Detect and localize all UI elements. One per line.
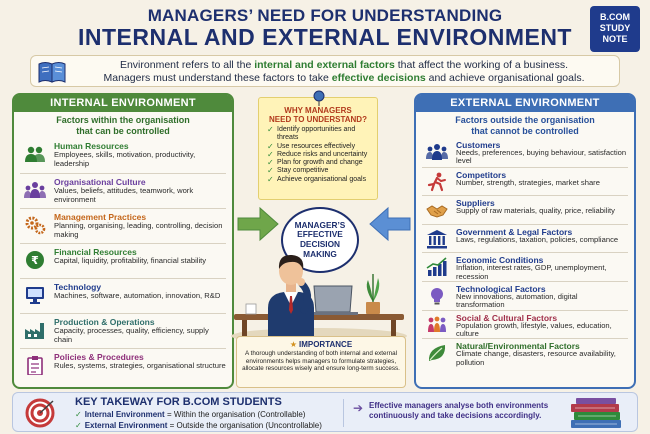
rupee-icon bbox=[24, 250, 46, 270]
external-factor-desc: New innovations, automation, digital transformation bbox=[456, 291, 578, 310]
external-factor-title: Government & Legal Factors bbox=[456, 226, 573, 237]
title-line-2: INTERNAL AND EXTERNAL ENVIRONMENT bbox=[78, 24, 572, 50]
manager-at-desk-illustration bbox=[226, 244, 412, 344]
monitor-icon bbox=[24, 285, 46, 305]
importance-title-text: IMPORTANCE bbox=[298, 340, 353, 349]
external-factor-desc: Number, strength, strategies, market share bbox=[456, 177, 600, 187]
internal-factor-desc: Values, beliefs, attitudes, teamwork, work environment bbox=[54, 186, 194, 204]
external-factor-title: Technological Factors bbox=[456, 283, 546, 294]
external-factor-title: Natural/Environmental Factors bbox=[456, 341, 580, 352]
internal-factor-title: Technology bbox=[54, 282, 102, 292]
external-factor-desc: Inflation, interest rates, GDP, unemployment, recession bbox=[456, 263, 607, 281]
takeaway-internal-rest: = Within the organisation (Controllable) bbox=[164, 410, 306, 419]
books-stack-icon bbox=[567, 396, 625, 430]
def-part-1: Environment refers to all the bbox=[119, 59, 255, 71]
def-part-3: that affect the working of a business. bbox=[394, 59, 569, 71]
def-highlight-decisions: effective decisions bbox=[331, 72, 426, 84]
government-icon bbox=[426, 229, 448, 249]
title-line-1: MANAGERS’ NEED FOR UNDERSTANDING bbox=[147, 6, 503, 25]
external-factor-item bbox=[422, 281, 628, 310]
internal-factor-item bbox=[20, 138, 226, 173]
internal-factor-desc: Planning, organising, leading, controlling, decision making bbox=[54, 221, 223, 239]
importance-text: A thorough understanding of both internal and external environments helps managers to formulate strategies, allocate resources wisely and ensure long-term success. bbox=[242, 350, 400, 373]
why-point bbox=[267, 126, 373, 143]
importance-box bbox=[236, 336, 406, 388]
internal-factor-item bbox=[20, 173, 226, 208]
external-factor-item bbox=[422, 195, 628, 224]
internal-heading: INTERNAL ENVIRONMENT bbox=[14, 95, 232, 112]
importance-title bbox=[237, 340, 405, 349]
why-point bbox=[267, 143, 373, 151]
definition-text bbox=[75, 59, 613, 85]
external-factor-title: Customers bbox=[456, 140, 501, 150]
clipboard-icon bbox=[24, 355, 46, 375]
external-items-list bbox=[422, 138, 628, 367]
gears-icon bbox=[24, 215, 46, 235]
handshake-icon bbox=[426, 200, 448, 220]
internal-factor-item bbox=[20, 208, 226, 243]
badge-line-3: NOTE bbox=[602, 34, 628, 44]
check-icon: ✓ bbox=[75, 410, 82, 419]
why-title-line-1: WHY MANAGERS bbox=[284, 106, 352, 115]
why-point-text: Stay competitive bbox=[277, 167, 329, 175]
internal-factor-desc: Rules, systems, strategies, organisational structure bbox=[54, 361, 226, 370]
why-point-text: Identify opportunities and threats bbox=[277, 126, 356, 142]
external-subtitle-line-2: that cannot be controlled bbox=[471, 126, 579, 136]
external-factor-desc: Population growth, lifestyle, values, education, culture bbox=[456, 320, 612, 338]
internal-items-list bbox=[20, 138, 226, 383]
why-point bbox=[267, 167, 373, 175]
internal-factor-item bbox=[20, 348, 226, 383]
study-note-badge bbox=[590, 6, 640, 52]
takeaway-internal bbox=[75, 410, 305, 419]
target-icon bbox=[25, 398, 55, 428]
why-point bbox=[267, 176, 373, 184]
takeaway-external-label: External Environment bbox=[84, 421, 168, 430]
internal-subtitle-line-1: Factors within the organisation bbox=[56, 115, 190, 125]
why-point bbox=[267, 151, 373, 159]
internal-environment-panel bbox=[12, 93, 234, 389]
open-book-icon bbox=[37, 59, 67, 85]
external-factor-item bbox=[422, 167, 628, 196]
key-takeaway-bar bbox=[12, 392, 638, 432]
why-point-text: Use resources effectively bbox=[277, 142, 356, 150]
badge-line-1: B.COM bbox=[600, 12, 630, 22]
why-points-list bbox=[267, 126, 373, 184]
growth-chart-icon bbox=[426, 257, 448, 277]
internal-subtitle bbox=[14, 115, 232, 137]
definition-box bbox=[30, 55, 620, 87]
external-factor-item bbox=[422, 338, 628, 367]
internal-factor-title: Policies & Procedures bbox=[54, 352, 144, 362]
internal-factor-item bbox=[20, 313, 226, 348]
internal-factor-title: Human Resources bbox=[54, 141, 129, 151]
external-factor-title: Competitors bbox=[456, 169, 507, 180]
takeaway-title: KEY TAKEWAY FOR B.COM STUDENTS bbox=[75, 396, 282, 408]
external-factor-title: Economic Conditions bbox=[456, 255, 544, 266]
external-factor-item bbox=[422, 224, 628, 253]
decision-line-4: MAKING bbox=[303, 248, 337, 259]
internal-factor-title: Financial Resources bbox=[54, 247, 137, 257]
decision-line-1: MANAGER’S bbox=[294, 219, 346, 230]
takeaway-external-rest: = Outside the organisation (Uncontrollable) bbox=[167, 421, 322, 430]
why-title bbox=[259, 106, 377, 124]
decision-line-2: EFFECTIVE bbox=[297, 229, 343, 240]
check-icon: ✓ bbox=[75, 421, 82, 430]
external-factor-desc: Laws, regulations, taxation, policies, compliance bbox=[456, 234, 619, 244]
arrow-right-icon bbox=[236, 205, 280, 243]
external-factor-title: Suppliers bbox=[456, 198, 495, 209]
why-point-text: Plan for growth and change bbox=[277, 159, 363, 167]
def-highlight-factors: internal and external factors bbox=[254, 59, 395, 71]
why-point bbox=[267, 159, 373, 167]
external-factor-desc: Supply of raw materials, quality, price, reliability bbox=[456, 206, 615, 216]
why-title-line-2: NEED TO UNDERSTAND? bbox=[269, 115, 367, 124]
internal-factor-desc: Employees, skills, motivation, productivity, leadership bbox=[54, 150, 196, 168]
takeaway-external bbox=[75, 421, 322, 430]
internal-factor-item bbox=[20, 243, 226, 278]
factory-icon bbox=[24, 320, 46, 340]
internal-factor-title: Production & Operations bbox=[54, 317, 155, 327]
lightbulb-icon bbox=[426, 286, 448, 306]
star-icon: ★ bbox=[289, 340, 297, 349]
internal-factor-title: Organisational Culture bbox=[54, 177, 146, 187]
def-part-4: Managers must understand these factors to take bbox=[103, 72, 332, 84]
external-factor-desc: Needs, preferences, buying behaviour, satisfaction level bbox=[456, 148, 627, 166]
check-icon: ✓ bbox=[267, 141, 274, 151]
society-icon bbox=[426, 315, 448, 335]
svg-text:₹: ₹ bbox=[31, 254, 39, 267]
internal-factor-desc: Capacity, processes, quality, efficiency, supply chain bbox=[54, 326, 209, 344]
push-pin-icon bbox=[311, 90, 327, 106]
arrow-left-icon bbox=[368, 205, 412, 243]
customers-icon bbox=[426, 142, 448, 162]
takeaway-divider bbox=[343, 399, 344, 427]
external-factor-item bbox=[422, 310, 628, 339]
why-point-text: Reduce risks and uncertainty bbox=[277, 150, 368, 158]
internal-factor-desc: Machines, software, automation, innovation, R&D bbox=[54, 291, 221, 300]
external-factor-desc: Climate change, disasters, resource availability, pollution bbox=[456, 349, 616, 367]
check-icon: ✓ bbox=[267, 125, 274, 134]
leaf-icon bbox=[426, 343, 448, 363]
check-icon: ✓ bbox=[267, 174, 274, 184]
badge-line-2: STUDY bbox=[599, 23, 631, 33]
external-subtitle bbox=[416, 115, 634, 137]
check-icon: ✓ bbox=[267, 149, 274, 159]
why-managers-note bbox=[258, 97, 378, 200]
internal-factor-title: Management Practices bbox=[54, 212, 147, 222]
internal-subtitle-line-2: that can be controlled bbox=[76, 126, 170, 136]
external-heading: EXTERNAL ENVIRONMENT bbox=[416, 95, 634, 112]
check-icon: ✓ bbox=[267, 166, 274, 176]
internal-factor-desc: Capital, liquidity, profitability, financial stability bbox=[54, 256, 207, 265]
takeaway-internal-label: Internal Environment bbox=[84, 410, 165, 419]
arrow-icon: ➔ bbox=[353, 401, 364, 415]
external-factor-title: Social & Cultural Factors bbox=[456, 312, 558, 323]
takeaway-message: Effective managers analyse both environments continuously and take decisions accordingly. bbox=[369, 401, 549, 420]
team-icon bbox=[24, 180, 46, 200]
def-part-6: and achieve organisational goals. bbox=[425, 72, 585, 84]
why-point-text: Achieve organisational goals bbox=[277, 175, 367, 183]
external-environment-panel bbox=[414, 93, 636, 389]
people-icon bbox=[24, 144, 46, 164]
external-subtitle-line-1: Factors outside the organisation bbox=[455, 115, 595, 125]
runner-icon bbox=[426, 172, 448, 192]
check-icon: ✓ bbox=[267, 158, 274, 168]
external-factor-item bbox=[422, 252, 628, 281]
external-factor-item bbox=[422, 138, 628, 167]
decision-line-3: DECISION bbox=[299, 239, 341, 249]
internal-factor-item bbox=[20, 278, 226, 313]
